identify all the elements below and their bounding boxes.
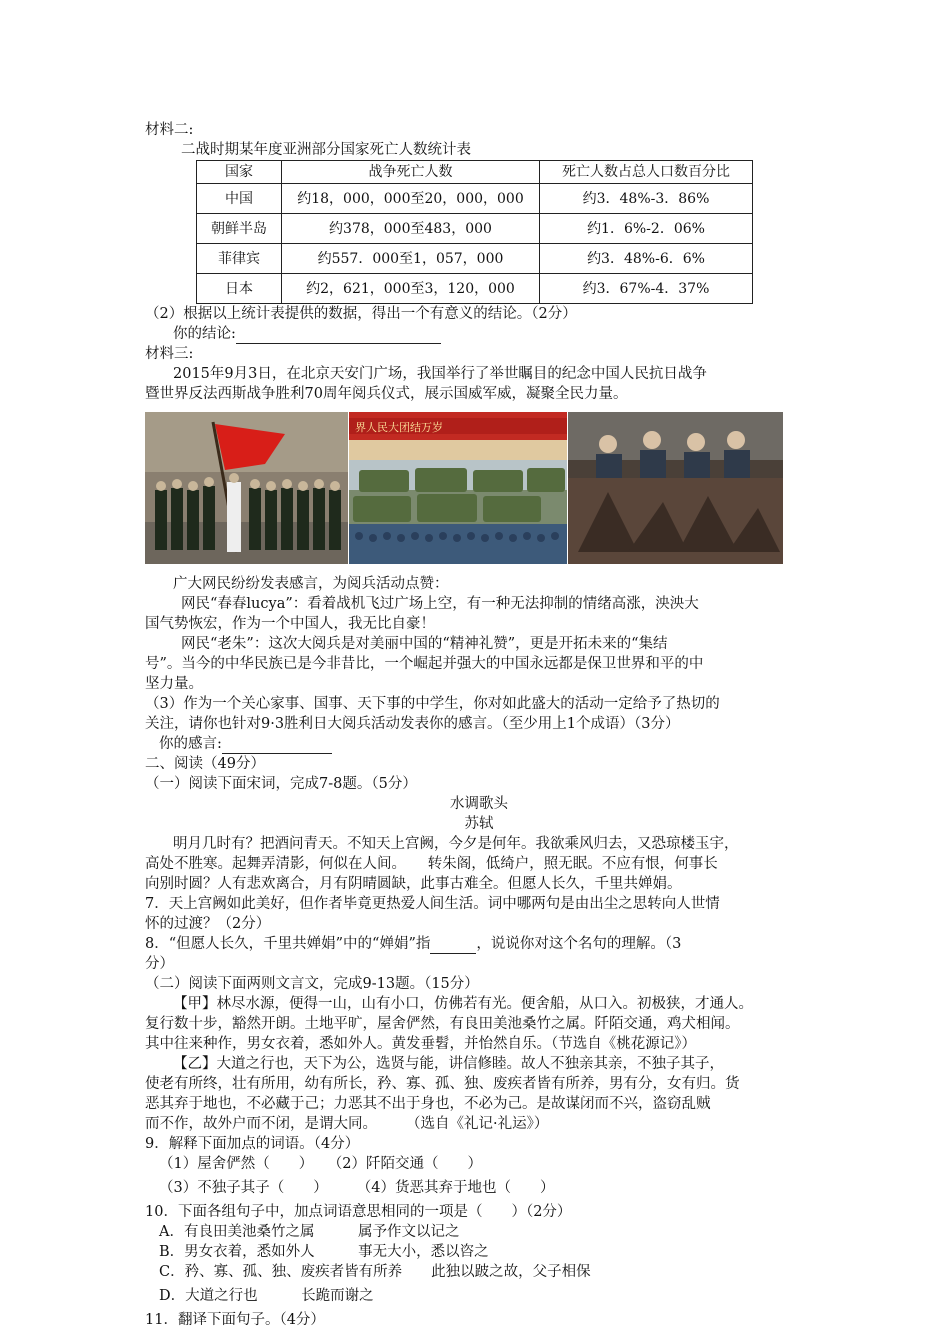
table-header: 国家 (197, 161, 282, 184)
question-8-text: 8．“但愿人长久，千里共婵娟”中的“婵娟”指 (145, 936, 431, 952)
question-10: 10．下面各组句子中，加点词语意思相同的一项是（ ）（2分） (145, 1204, 572, 1220)
chanjuan-blank[interactable] (430, 953, 476, 954)
table-header-row (197, 161, 753, 184)
question-3-line: 关注，请你也针对9·3胜利日大阅兵活动发表你的感言。（至少用上1个成语）（3分） (145, 716, 680, 732)
table-cell: 约1．6%-2．06% (540, 214, 753, 244)
table-cell: 中国 (197, 184, 282, 214)
reading-part1: （一）阅读下面宋词，完成7-8题。（5分） (145, 776, 417, 792)
poem-line: 明月几时有？把酒问青天。不知天上宫阙，今夕是何年。我欲乘风归去，又恐琼楼玉宇， (173, 836, 739, 852)
question-9: 9．解释下面加点的词语。（4分） (145, 1136, 360, 1152)
table-cell: 约3．67%-4．37% (540, 274, 753, 304)
table-cell: 约18，000，000至20，000，000 (282, 184, 540, 214)
table-cell: 约378，000至483，000 (282, 214, 540, 244)
table-cell: 朝鲜半岛 (197, 214, 282, 244)
parade-photo-flag-guard (145, 412, 348, 564)
passage-yi-line: 【乙】大道之行也，天下为公，选贤与能，讲信修睦。故人不独亲其亲，不独子其子， (173, 1056, 724, 1072)
question-9-row: （3）不独子其子（ ） （4）货恶其弃于地也（ ） (159, 1180, 555, 1196)
comment1-line: 网民“春春lucya”：看着战机飞过广场上空，有一种无法抑制的情绪高涨，泱泱大 (181, 596, 699, 612)
poem-line: 向别时圆？人有悲欢离合，月有阴晴圆缺，此事古难全。但愿人长久，千里共婵娟。 (145, 876, 682, 892)
table-row (197, 214, 753, 244)
feeling-line (145, 734, 813, 754)
parade-photos (145, 412, 785, 564)
passage-yi-line: 而不作，故外户而不闭，是谓大同。 （选自《礼记·礼运》） (145, 1116, 549, 1132)
comment2-line: 网民“老朱”：这次大阅兵是对美丽中国的“精神礼赞”，更是开拓未来的“集结 (181, 636, 668, 652)
comment2-line: 坚力量。 (145, 676, 203, 692)
question-11: 11．翻译下面句子。（4分） (145, 1312, 325, 1328)
banner-text: 界人民大团结万岁 (355, 421, 443, 434)
table-header: 战争死亡人数 (282, 161, 540, 184)
poem-title: 水调歌头 (450, 796, 508, 812)
section-reading: 二、阅读（49分） (145, 756, 265, 772)
passage-jia-line: 【甲】林尽水源，便得一山，山有小口，仿佛若有光。便舍船，从口入。初极狭，才通人。 (173, 996, 753, 1012)
table-cell: 约3．48%-6．6% (540, 244, 753, 274)
poem-author: 苏轼 (464, 816, 494, 832)
material3-para-line: 2015年9月3日，在北京天安门广场，我国举行了举世瞩目的纪念中国人民抗日战争 (173, 366, 707, 382)
material3-para-line: 暨世界反法西斯战争胜利70周年阅兵仪式，展示国威军威，凝聚全民力量。 (145, 386, 628, 402)
question-10-option: B．男女衣着，悉如外人 事无大小，悉以咨之 (159, 1244, 489, 1260)
conclusion-line (145, 324, 813, 344)
netizen-intro: 广大网民纷纷发表感言，为阅兵活动点赞： (173, 576, 449, 592)
question-8-text: ，说说你对这个名句的理解。（3 (476, 936, 682, 952)
table-cell: 约557．000至1，057，000 (282, 244, 540, 274)
question-3-line: （3）作为一个关心家事、国事、天下事的中学生，你对如此盛大的活动一定给予了热切的 (145, 696, 720, 712)
passage-yi-line: 恶其弃于地也，不必藏于己；力恶其不出于身也，不必为己。是故谋闭而不兴，盗窃乱贼 (145, 1096, 711, 1112)
feeling-label: 你的感言: (159, 736, 222, 752)
table-cell: 约2，621，000至3，120，000 (282, 274, 540, 304)
passage-jia-line: 复行数十步，豁然开朗。土地平旷，屋舍俨然，有良田美池桑竹之属。阡陌交通，鸡犬相闻。 (145, 1016, 740, 1032)
table-row (197, 244, 753, 274)
death-statistics-table (196, 160, 753, 304)
question-8-line (145, 934, 813, 954)
exam-page (145, 120, 813, 1330)
question-10-option: A．有良田美池桑竹之属 属予作文以记之 (159, 1224, 460, 1240)
table-title: 二战时期某年度亚洲部分国家死亡人数统计表 (181, 142, 471, 158)
table-row (197, 274, 753, 304)
question-10-option: C．矜、寡、孤、独、废疾者皆有所养 此独以跛之故，父子相保 (159, 1264, 591, 1280)
question-2: （2）根据以上统计表提供的数据，得出一个有意义的结论。（2分） (145, 306, 577, 322)
table-cell: 菲律宾 (197, 244, 282, 274)
passage-jia-line: 其中往来种作，男女衣着，悉如外人。黄发垂髫，并怡然自乐。（节选自《桃花源记》） (145, 1036, 696, 1052)
material2-heading: 材料二: (145, 122, 194, 138)
reading-part2: （二）阅读下面两则文言文，完成9-13题。（15分） (145, 976, 479, 992)
material3-heading: 材料三: (145, 346, 194, 362)
table-row (197, 184, 753, 214)
conclusion-label: 你的结论: (173, 326, 236, 342)
table-cell: 约3．48%-3．86% (540, 184, 753, 214)
parade-photo-tiananmen-vehicles (349, 412, 567, 564)
comment1-line: 国气势恢宏，作为一个中国人，我无比自豪！ (145, 616, 435, 632)
question-10-option: D．大道之行也 长跪而谢之 (159, 1288, 374, 1304)
question-7-line: 7．天上宫阙如此美好，但作者毕竟更热爱人间生活。词中哪两句是由出尘之思转向人世情 (145, 896, 720, 912)
question-7-line: 怀的过渡？（2分） (145, 916, 271, 932)
parade-photo-veterans (568, 412, 783, 564)
question-8-line: 分） (145, 956, 174, 972)
conclusion-blank[interactable] (236, 343, 441, 344)
table-header: 死亡人数占总人口数百分比 (540, 161, 753, 184)
passage-yi-line: 使老有所终，壮有所用，幼有所长，矜、寡、孤、独、废疾者皆有所养，男有分，女有归。货 (145, 1076, 740, 1092)
poem-line: 高处不胜寒。起舞弄清影，何似在人间。 转朱阁，低绮户，照无眠。不应有恨，何事长 (145, 856, 718, 872)
table-cell: 日本 (197, 274, 282, 304)
comment2-line: 号”。当今的中华民族已是今非昔比，一个崛起并强大的中国永远都是保卫世界和平的中 (145, 656, 704, 672)
question-9-row: （1）屋舍俨然（ ） （2）阡陌交通（ ） (159, 1156, 482, 1172)
